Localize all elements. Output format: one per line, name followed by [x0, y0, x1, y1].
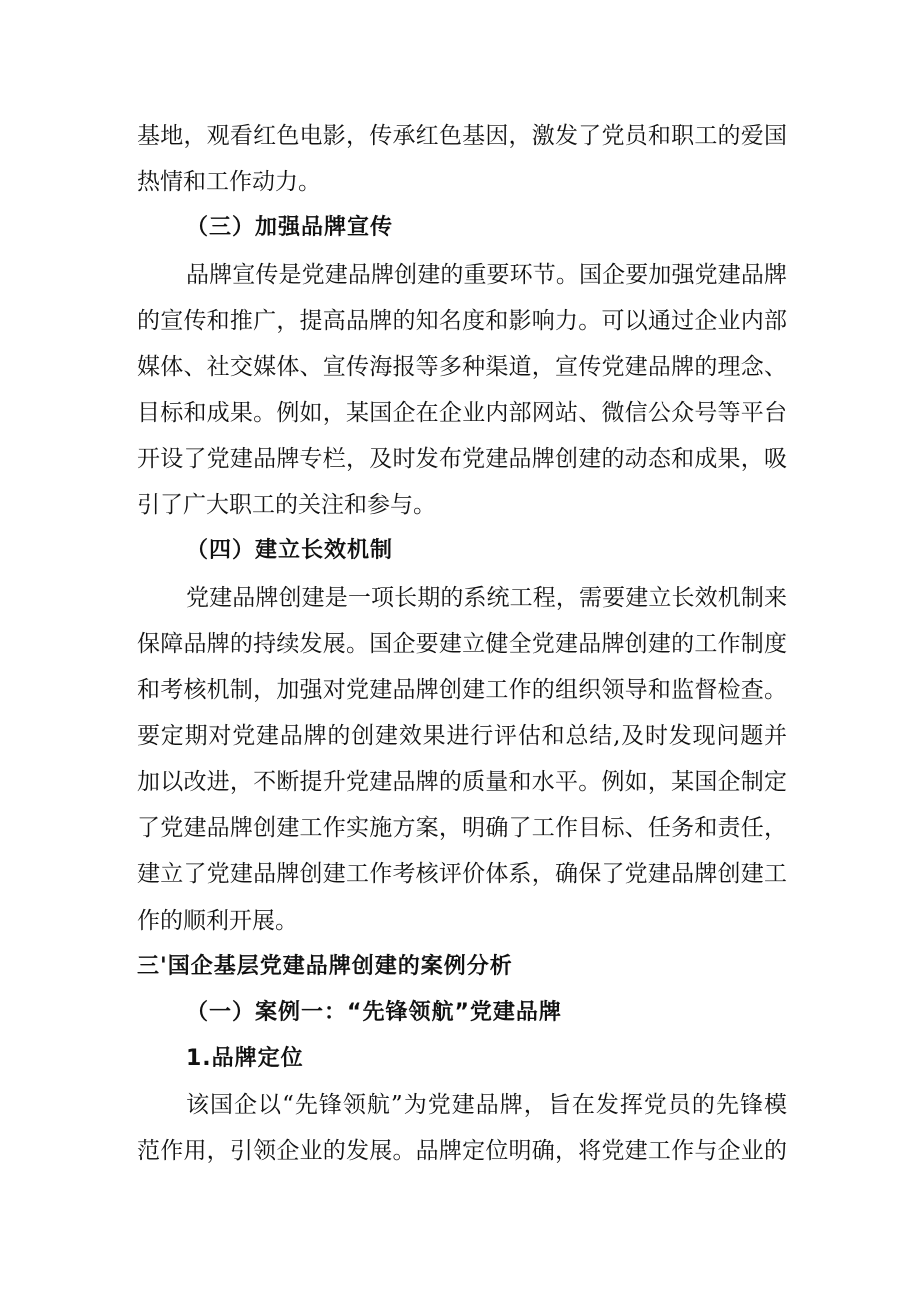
body-text-line: 目标和成果。例如，某国企在企业内部网站、微信公众号等平台 [137, 400, 787, 426]
body-text-line: 的宣传和推广，提高品牌的知名度和影响力。可以通过企业内部 [137, 308, 787, 334]
body-text-line: 品牌宣传是党建品牌创建的重要环节。国企要加强党建品牌 [186, 262, 787, 288]
body-text-line: 热情和工作动力。 [137, 169, 321, 195]
body-text-line: 要定期对党建品牌的创建效果进行评估和总结,及时发现问题并 [137, 723, 787, 749]
section-heading: （三）加强品牌宣传 [186, 215, 394, 240]
subsection-heading: （一）案例一：“先锋领航”党建品牌 [186, 1000, 562, 1025]
subsection-heading: 1.品牌定位 [186, 1046, 304, 1071]
body-text-line: 引了广大职工的关注和参与。 [137, 492, 436, 518]
body-text-line: 开设了党建品牌专栏，及时发布党建品牌创建的动态和成果，吸 [137, 446, 787, 472]
section-heading: 三'国企基层党建品牌创建的案例分析 [137, 954, 513, 979]
body-text-line: 该国企以“先锋领航”为党建品牌，旨在发挥党员的先锋模 [186, 1092, 787, 1118]
body-text-line: 加以改进，不断提升党建品牌的质量和水平。例如，某国企制定 [137, 769, 787, 795]
body-text-line: 建立了党建品牌创建工作考核评价体系，确保了党建品牌创建工 [137, 861, 787, 887]
body-text-line: 媒体、社交媒体、宣传海报等多种渠道，宣传党建品牌的理念、 [137, 354, 787, 380]
body-text-line: 了党建品牌创建工作实施方案，明确了工作目标、任务和责任， [137, 815, 787, 841]
body-text-line: 作的顺利开展。 [137, 908, 298, 934]
body-text-line: 保障品牌的持续发展。国企要建立健全党建品牌创建的工作制度 [137, 631, 787, 657]
body-text-line: 范作用，引领企业的发展。品牌定位明确，将党建工作与企业的 [137, 1138, 787, 1164]
section-heading: （四）建立长效机制 [186, 538, 394, 563]
body-text-line: 基地，观看红色电影，传承红色基因，激发了党员和职工的爱国 [137, 123, 787, 149]
body-text-line: 党建品牌创建是一项长期的系统工程，需要建立长效机制来 [186, 585, 787, 611]
body-text-line: 和考核机制，加强对党建品牌创建工作的组织领导和监督检查。 [137, 677, 787, 703]
